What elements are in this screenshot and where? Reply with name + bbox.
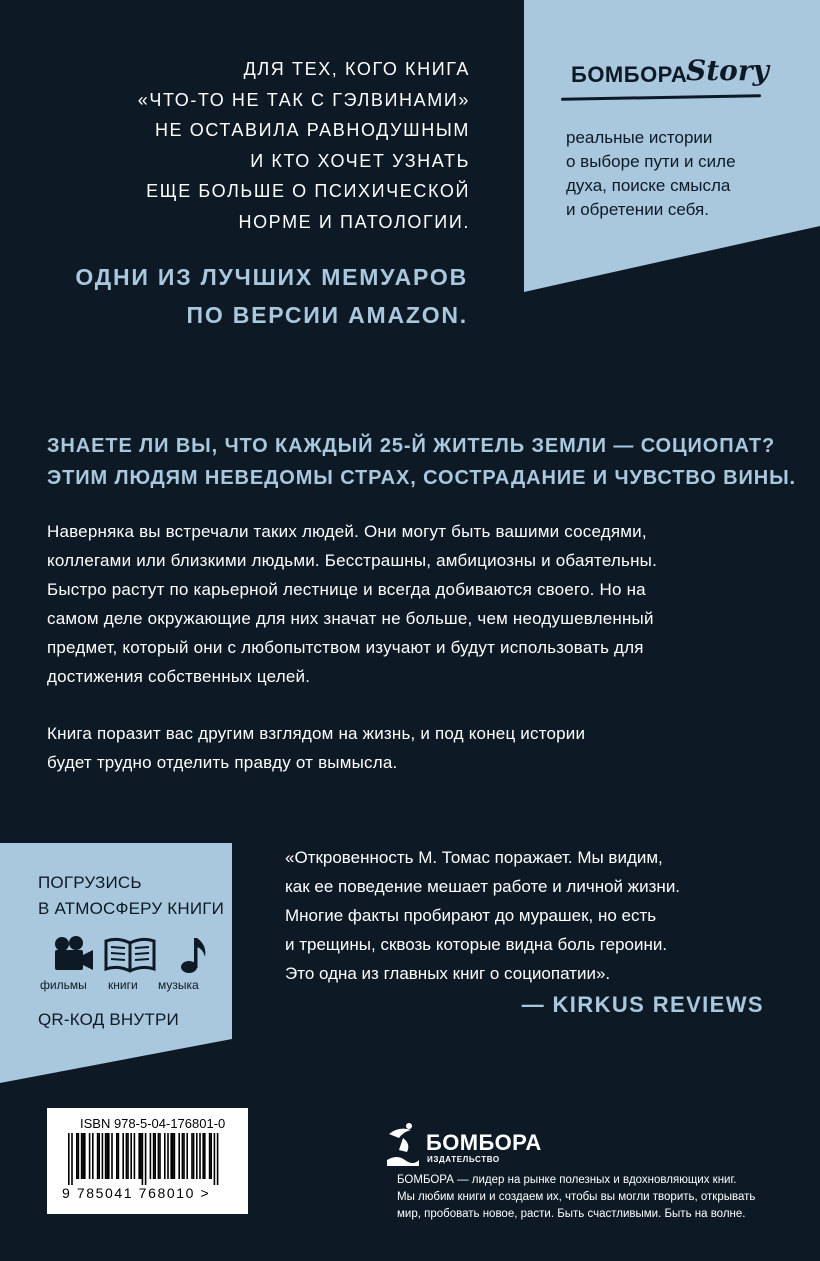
barcode-bar: [159, 1133, 161, 1179]
media-label-books: книги: [108, 978, 138, 992]
media-label-music: музыка: [158, 978, 199, 992]
description-paragraph: [47, 517, 769, 691]
barcode-bar: [204, 1133, 206, 1179]
series-description-line: духа, поиске смысла: [566, 176, 731, 195]
barcode-bar: [158, 1133, 160, 1179]
paragraph-line: Быстро растут по карьерной лестнице и всегда добиваются своего. Но на: [47, 580, 646, 599]
amazon-line: ОДНИ ИЗ ЛУЧШИХ МЕМУАРОВ: [75, 264, 468, 290]
paragraph-line: предмет, который они с любопытством изучают и будут использовать для: [47, 638, 644, 657]
paragraph-line: достижения собственных целей.: [47, 667, 311, 686]
barcode-bar: [154, 1133, 156, 1179]
quote-line: и трещины, сквозь которые видна боль героини.: [285, 935, 668, 954]
publisher-description-line: мир, пробовать новое, расти. Быть счастливыми. Быть на волне.: [397, 1208, 746, 1220]
barcode-bar: [92, 1133, 94, 1179]
intro-line: ДЛЯ ТЕХ, КОГО КНИГА: [243, 59, 470, 79]
barcode-bar: [214, 1133, 216, 1185]
camera-icon: [44, 935, 104, 975]
media-label-films: фильмы: [40, 978, 87, 992]
barcode-bar: [217, 1133, 219, 1185]
barcode-bar: [68, 1133, 70, 1185]
barcode-bar: [138, 1133, 140, 1179]
quote-line: Это одна из главных книг о социопатии».: [285, 964, 611, 983]
intro-line: ЕЩЕ БОЛЬШЕ О ПСИХИЧЕСКОЙ: [146, 181, 470, 201]
intro-text: [138, 54, 470, 237]
barcode-bar: [186, 1133, 188, 1179]
qr-promo-title: [38, 870, 224, 922]
qr-title-line: В АТМОСФЕРУ КНИГИ: [38, 899, 225, 918]
music-note-icon: [164, 935, 224, 975]
intro-line: НОРМЕ И ПАТОЛОГИИ.: [238, 211, 470, 232]
barcode-bar: [174, 1133, 176, 1179]
barcode-digits: 9 785041 768010 >: [62, 1185, 211, 1201]
publisher-description-line: БОМБОРА — лидер на рынке полезных и вдохновляющих книг.: [397, 1174, 737, 1186]
quote-line: «Откровенность М. Томас поражает. Мы видим,: [285, 848, 663, 867]
barcode-bar: [108, 1133, 110, 1179]
barcode-bar: [111, 1133, 113, 1179]
publisher-subtitle: ИЗДАТЕЛЬСТВО: [427, 1155, 500, 1164]
barcode-bar: [209, 1133, 211, 1179]
barcode-bar: [81, 1133, 83, 1179]
isbn-text: ISBN 978-5-04-176801-0: [80, 1116, 226, 1131]
barcode-bar: [172, 1133, 174, 1179]
barcode-bar: [126, 1133, 128, 1179]
barcode-bar: [193, 1133, 195, 1179]
intro-line: И КТО ХОЧЕТ УЗНАТЬ: [250, 150, 470, 171]
series-brand-name: БОМБОРА: [571, 62, 688, 87]
barcode-bar: [89, 1133, 91, 1179]
series-description-line: реальные истории: [566, 128, 713, 147]
amazon-badge-text: [75, 258, 468, 334]
barcode-bar: [170, 1133, 172, 1179]
headline-line: ЗНАЕТЕ ЛИ ВЫ, ЧТО КАЖДЫЙ 25-Й ЖИТЕЛЬ ЗЕМЛИ — СОЦИОПАТ?: [47, 435, 776, 457]
barcode-bar: [130, 1133, 132, 1179]
barcode-bar: [76, 1133, 78, 1179]
barcode-bar: [199, 1133, 201, 1179]
barcode-bar: [210, 1133, 212, 1179]
series-description-line: и обретении себя.: [566, 200, 709, 219]
barcode-bar: [98, 1133, 100, 1179]
qr-footer: QR-КОД ВНУТРИ: [38, 1010, 179, 1029]
paragraph-line: коллегами или близкими людьми. Бесстрашны, амбициозны и обаятельны.: [47, 551, 658, 570]
barcode-bar: [122, 1133, 124, 1179]
publisher-logo-icon: [385, 1120, 421, 1168]
barcode-bar: [105, 1133, 107, 1179]
barcode-bar: [196, 1133, 198, 1179]
barcode-bar: [202, 1133, 204, 1179]
barcode-bar: [142, 1133, 144, 1185]
paragraph-line: Книга поразит вас другим взглядом на жизнь, и под конец истории: [47, 724, 586, 743]
intro-line: НЕ ОСТАВИЛА РАВНОДУШНЫМ: [154, 120, 470, 140]
barcode-bar: [164, 1133, 166, 1179]
quote-source: — KIRKUS REVIEWS: [521, 992, 764, 1017]
qr-title-line: ПОГРУЗИСЬ: [38, 873, 142, 892]
barcode-bar: [102, 1133, 104, 1179]
barcode-bar: [191, 1133, 193, 1179]
publisher-description: [397, 1172, 755, 1223]
barcode-bar: [118, 1133, 120, 1179]
barcode-bar: [116, 1133, 118, 1179]
amazon-line: ПО ВЕРСИИ AMAZON.: [186, 302, 468, 328]
barcode-bar: [134, 1133, 136, 1179]
barcode-bar: [84, 1133, 86, 1179]
barcode-bars: [64, 1133, 230, 1185]
barcode-bar: [78, 1133, 80, 1179]
barcode-bar: [145, 1133, 147, 1185]
intro-line: «ЧТО-ТО НЕ ТАК С ГЭЛВИНАМИ»: [137, 89, 470, 110]
barcode-bar: [182, 1133, 184, 1179]
barcode-bar: [183, 1133, 185, 1179]
barcode-bar: [71, 1133, 73, 1185]
series-brand-story: Story: [686, 54, 769, 87]
barcode-bar: [82, 1133, 84, 1179]
paragraph-line: будет трудно отделить правду от вымысла.: [47, 753, 398, 772]
publisher-description-line: Мы любим книги и создаем их, чтобы вы могли творить, открывать: [397, 1191, 756, 1203]
book-icon: [100, 935, 160, 975]
paragraph-line: самом деле окружающие для них значат не больше, чем неодушевленный: [47, 609, 654, 628]
quote-line: как ее поведение мешает работе и личной жизни.: [285, 877, 681, 896]
barcode-bar: [153, 1133, 155, 1179]
series-description: [566, 126, 756, 222]
barcode-bar: [97, 1133, 99, 1179]
barcode-bar: [167, 1133, 169, 1179]
review-quote: [285, 843, 680, 988]
series-description-line: о выборе пути и силе: [566, 152, 736, 171]
publisher-name: БОМБОРА: [426, 1130, 542, 1155]
barcode-bar: [127, 1133, 129, 1179]
barcode-bar: [140, 1133, 142, 1179]
description-paragraph: [47, 719, 769, 777]
quote-line: Многие факты пробирают до мурашек, но есть: [285, 906, 657, 925]
barcode-bar: [178, 1133, 180, 1179]
barcode-bar: [150, 1133, 152, 1179]
barcode-bar: [106, 1133, 108, 1179]
headline-line: ЭТИМ ЛЮДЯМ НЕВЕДОМЫ СТРАХ, СОСТРАДАНИЕ И ЧУВСТВО ВИНЫ.: [47, 467, 797, 489]
headline: [47, 430, 796, 494]
paragraph-line: Наверняка вы встречали таких людей. Они могут быть вашими соседями,: [47, 522, 647, 541]
